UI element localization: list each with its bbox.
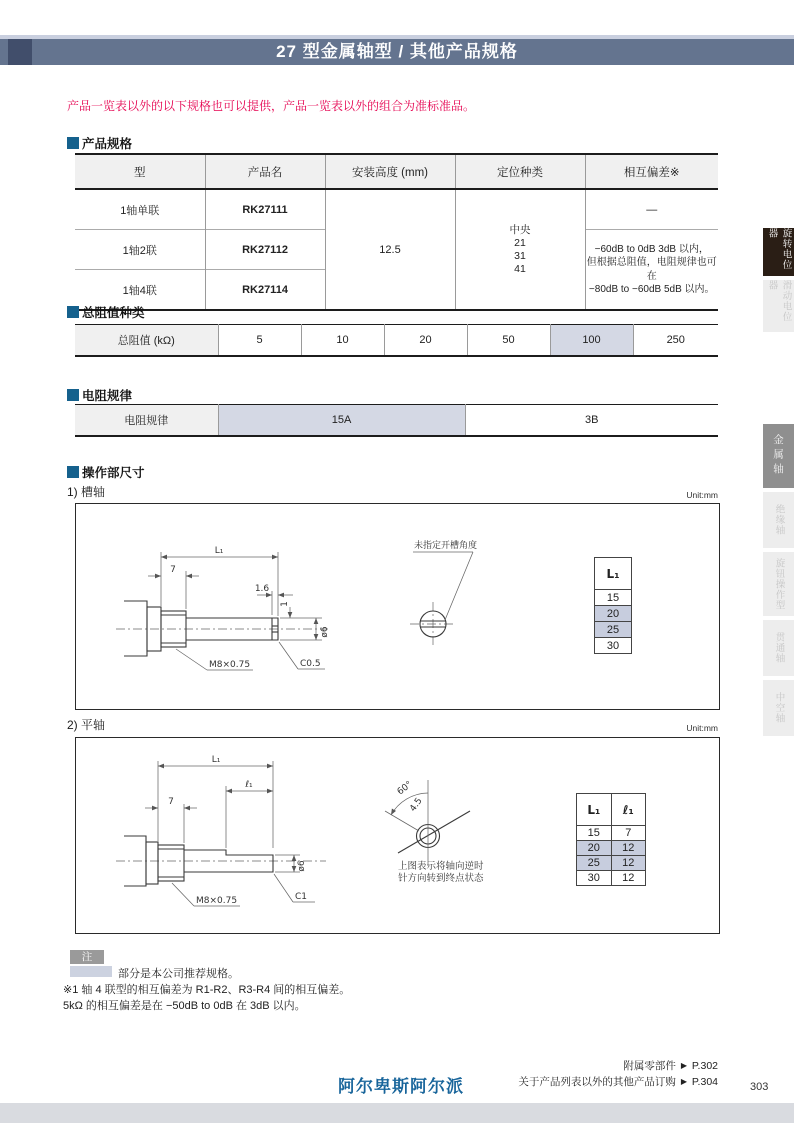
note-line-1: ※1 轴 4 联型的相互偏差为 R1-R2、R3-R4 间的相互偏差。 xyxy=(63,984,351,996)
resistance-value-cell: 50 xyxy=(467,325,550,357)
dim-value: 7 xyxy=(611,826,645,841)
type-cell: 1轴单联 xyxy=(120,204,160,217)
section-marker-icon xyxy=(67,466,79,478)
col-header-model: 产品名 xyxy=(205,154,325,189)
footer-link-label: 关于产品列表以外的其他产品订购 xyxy=(518,1076,676,1088)
dim-angle-label: 60° xyxy=(395,779,415,798)
section-heading-dimensions xyxy=(67,463,145,481)
rotation-annotation-line2: 针方向转到终点状态 xyxy=(398,873,484,884)
table-row xyxy=(75,189,718,230)
dim-value: 12 xyxy=(611,871,645,886)
flat-shaft-diagram xyxy=(75,737,720,934)
type-cell: 1轴2联 xyxy=(75,230,205,270)
model-cell: RK27112 xyxy=(205,230,325,270)
brand-logo: 阿尔卑斯阿尔派 xyxy=(338,1077,464,1096)
taper-cell-highlighted: 15A xyxy=(218,405,465,437)
section-heading-label: 总阻值种类 xyxy=(82,306,145,320)
dim-bushing-label: 7 xyxy=(168,797,174,807)
col-header-type: 型 xyxy=(75,154,205,189)
diagram2-unit: Unit:mm xyxy=(686,723,718,733)
dim-value: 15 xyxy=(577,826,612,841)
l1-value: 30 xyxy=(595,638,632,654)
sidebar-tab-hollow-shaft[interactable]: 中空轴 xyxy=(763,680,794,736)
note-line-2: 5kΩ 的相互偏差是在 −50dB to 0dB 在 3dB 以内。 xyxy=(63,1000,306,1012)
product-spec-table xyxy=(75,153,718,311)
dim-slot-width-label: 1.6 xyxy=(254,584,270,594)
model-cell: RK27111 xyxy=(205,189,325,230)
table-row xyxy=(75,405,718,437)
flat-length-column-header: ℓ₁ xyxy=(611,794,645,826)
dim-l1-label: L₁ xyxy=(214,546,224,556)
footer-link-page: P.302 xyxy=(691,1060,718,1072)
dim-slot-depth-label: 1 xyxy=(280,601,290,607)
sidebar-tab-knob-operated[interactable]: 旋钮操作型 xyxy=(763,552,794,616)
note-badge: 注 xyxy=(70,950,104,964)
slot-angle-annotation: 未指定开槽角度 xyxy=(414,541,478,551)
section-heading-label: 电阻规律 xyxy=(82,389,133,403)
page-number: 303 xyxy=(750,1081,769,1093)
sidebar-tab-slide-potentiometer[interactable]: 滑动电位器 xyxy=(763,280,794,332)
col-header-deviation: 相互偏差※ xyxy=(585,154,718,189)
highlight-legend-swatch xyxy=(70,966,112,977)
resistance-value-cell: 5 xyxy=(218,325,301,357)
l1-value-highlighted: 25 xyxy=(595,622,632,638)
type-cell: 1轴4联 xyxy=(75,270,205,311)
arrow-right-icon: ▶ xyxy=(680,1061,687,1070)
dim-value: 30 xyxy=(577,871,612,886)
section-heading-label: 操作部尺寸 xyxy=(82,466,145,480)
dim-chamfer-label: C0.5 xyxy=(300,659,321,669)
dim-value-highlighted: 12 xyxy=(611,841,645,856)
footer-link-label: 附属零部件 xyxy=(623,1060,676,1072)
model-cell: RK27114 xyxy=(205,270,325,311)
sidebar-tab-metal-shaft[interactable]: 金属轴 xyxy=(763,424,794,488)
spec-header-row xyxy=(75,154,718,189)
table-row xyxy=(75,325,718,357)
resistance-value-cell: 20 xyxy=(384,325,467,357)
section-heading-resistance xyxy=(67,303,145,321)
dim-thread-label: M8×0.75 xyxy=(196,896,238,906)
l1-column-header: L₁ xyxy=(595,558,632,590)
dim-flat-length-label: ℓ₁ xyxy=(245,780,253,790)
section-heading-spec xyxy=(67,134,132,152)
section-heading-taper xyxy=(67,386,132,404)
dim-value-highlighted: 25 xyxy=(577,856,612,871)
section-marker-icon xyxy=(67,306,79,318)
taper-label-cell: 电阻规律 xyxy=(75,405,218,437)
arrow-right-icon: ▶ xyxy=(680,1077,687,1086)
deviation-cell: ― xyxy=(585,189,718,230)
deviation-merged-cell: −60dB to 0dB 3dB 以内， 但根据总阻值，电阻规律也可在 −80dB to −60dB 5dB 以内。 xyxy=(585,230,718,311)
legend-text: 部分是本公司推荐规格。 xyxy=(118,968,239,980)
dim-thread-label: M8×0.75 xyxy=(209,660,251,670)
col-header-height: 安装高度 (mm) xyxy=(325,154,455,189)
height-cell: 12.5 xyxy=(325,189,455,310)
rotation-annotation-line1: 上图表示将轴向逆时 xyxy=(398,861,484,872)
page-header-bar xyxy=(0,39,794,65)
diagram2-label: 2) 平轴 xyxy=(67,718,106,732)
footer-link-parts[interactable] xyxy=(318,1058,718,1073)
page-bottom-edge xyxy=(0,1103,794,1123)
resistance-label-cell: 总阻值 (kΩ) xyxy=(75,325,218,357)
page-title: 27 型金属轴型 / 其他产品规格 xyxy=(276,42,518,61)
l1-value: 15 xyxy=(595,590,632,606)
dim-flat-label: 4.5 xyxy=(408,796,425,814)
resistance-values-table xyxy=(75,324,718,357)
diagram1-unit: Unit:mm xyxy=(686,490,718,500)
section-heading-label: 产品规格 xyxy=(82,137,133,151)
sidebar-tab-through-shaft[interactable]: 贯通轴 xyxy=(763,620,794,676)
intro-note: 产品一览表以外的以下规格也可以提供，产品一览表以外的组合为准标准品。 xyxy=(67,99,476,113)
slotted-shaft-diagram xyxy=(75,503,720,710)
resistance-value-cell: 250 xyxy=(633,325,718,357)
taper-cell: 3B xyxy=(465,405,718,437)
l1-dimension-table xyxy=(594,557,632,654)
l1-l-dimension-table xyxy=(576,793,646,886)
dim-chamfer-label: C1 xyxy=(295,892,308,902)
sidebar-tab-insulated-shaft[interactable]: 绝缘轴 xyxy=(763,492,794,548)
dim-diameter-label: ø6 xyxy=(320,626,330,638)
l1-value-highlighted: 20 xyxy=(595,606,632,622)
dim-diameter-label: ø6 xyxy=(297,860,307,872)
taper-table xyxy=(75,404,718,437)
resistance-value-cell: 10 xyxy=(301,325,384,357)
resistance-value-cell-highlighted: 100 xyxy=(550,325,633,357)
dim-bushing-label: 7 xyxy=(170,565,176,575)
section-marker-icon xyxy=(67,389,79,401)
detent-cell: 中央 21 31 41 xyxy=(455,189,585,310)
dim-value-highlighted: 12 xyxy=(611,856,645,871)
section-marker-icon xyxy=(67,137,79,149)
footer-link-page: P.304 xyxy=(691,1076,718,1088)
col-header-detent: 定位种类 xyxy=(455,154,585,189)
dim-l1-label: L₁ xyxy=(211,755,221,765)
l1-column-header: L₁ xyxy=(577,794,612,826)
dim-value-highlighted: 20 xyxy=(577,841,612,856)
sidebar-tab-rotary-potentiometer[interactable]: 旋转电位器 xyxy=(763,228,794,276)
diagram1-label: 1) 槽轴 xyxy=(67,485,106,499)
